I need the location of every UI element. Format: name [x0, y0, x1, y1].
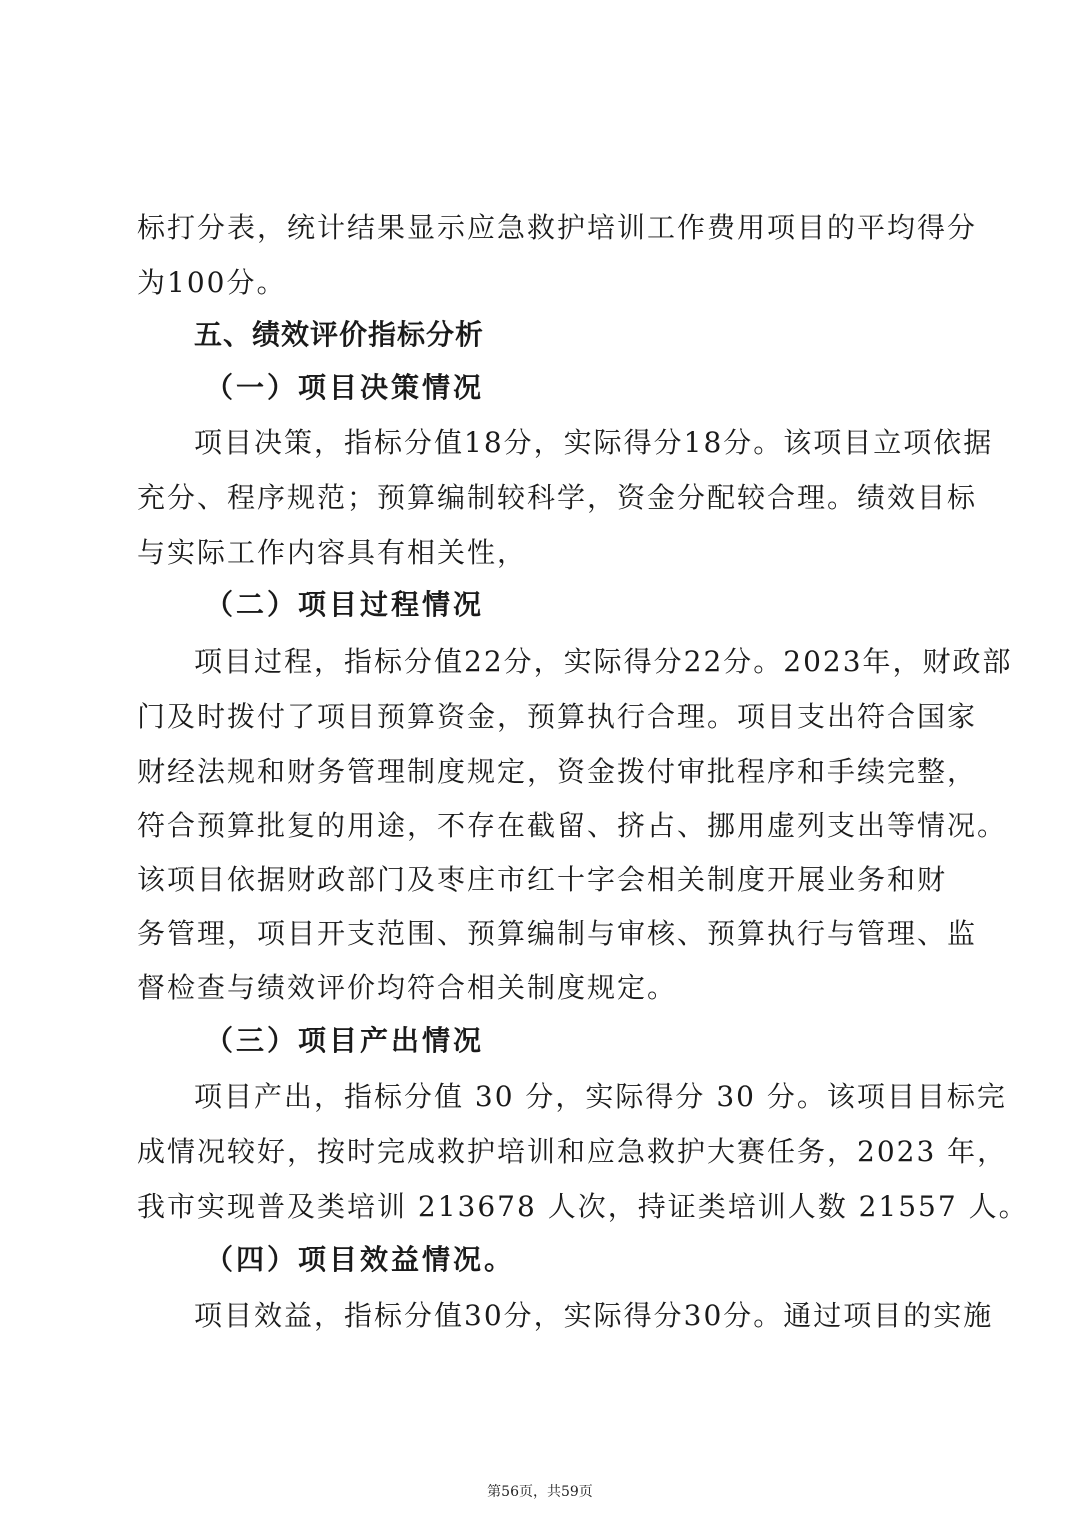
subsection-heading: （三）项目产出情况 [205, 1024, 485, 1057]
paragraph-line: 项目过程，指标分值22分，实际得分22分。2023年，财政部 [194, 645, 1013, 678]
paragraph-line: 门及时拨付了项目预算资金，预算执行合理。项目支出符合国家 [137, 700, 978, 733]
paragraph-line: 我市实现普及类培训 213678 人次，持证类培训人数 21557 人。 [137, 1190, 1029, 1223]
subsection-heading: （二）项目过程情况 [205, 588, 485, 621]
paragraph-line: 符合预算批复的用途，不存在截留、挤占、挪用虚列支出等情况。 [137, 809, 1008, 842]
paragraph-line: 该项目依据财政部门及枣庄市红十字会相关制度开展业务和财 [137, 863, 948, 896]
section-heading: 五、绩效评价指标分析 [194, 318, 485, 351]
subsection-heading: （一）项目决策情况 [205, 371, 485, 404]
paragraph-line: 与实际工作内容具有相关性， [137, 536, 528, 569]
paragraph-line: 为100分。 [137, 266, 287, 299]
paragraph-line: 督检查与绩效评价均符合相关制度规定。 [137, 971, 678, 1004]
paragraph-line: 项目产出，指标分值 30 分，实际得分 30 分。该项目目标完 [194, 1080, 1007, 1113]
paragraph-line: 充分、程序规范；预算编制较科学，资金分配较合理。绩效目标 [137, 481, 978, 514]
paragraph-line: 项目效益，指标分值30分，实际得分30分。通过项目的实施 [194, 1299, 994, 1332]
paragraph-line: 财经法规和财务管理制度规定，资金拨付审批程序和手续完整， [137, 755, 978, 788]
subsection-heading: （四）项目效益情况。 [205, 1243, 516, 1276]
paragraph-line: 标打分表，统计结果显示应急救护培训工作费用项目的平均得分 [137, 211, 978, 244]
page-footer: 第56页，共59页 [487, 1484, 593, 1500]
paragraph-line: 务管理，项目开支范围、预算编制与审核、预算执行与管理、监 [137, 917, 978, 950]
paragraph-line: 项目决策，指标分值18分，实际得分18分。该项目立项依据 [194, 426, 994, 459]
paragraph-line: 成情况较好，按时完成救护培训和应急救护大赛任务，2023 年， [137, 1135, 1008, 1168]
